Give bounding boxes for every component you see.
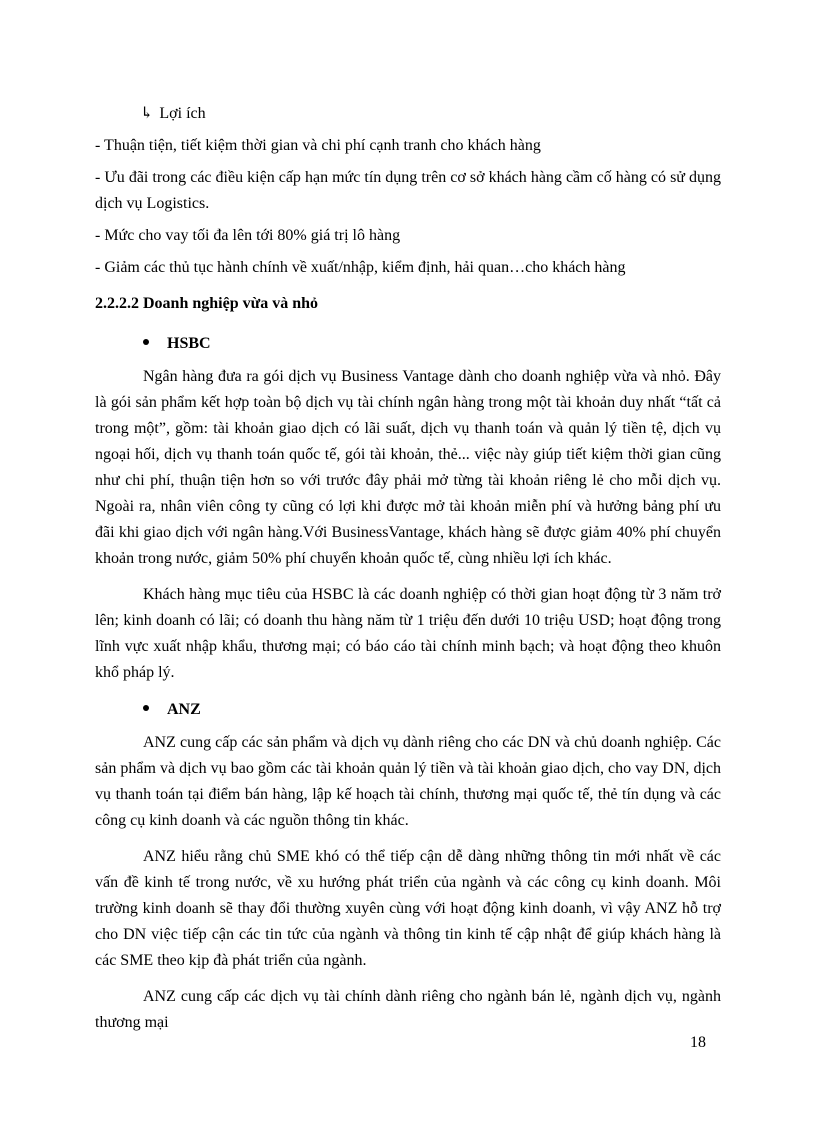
benefit-item: - Mức cho vay tối đa lên tới 80% giá trị lô hàng	[95, 227, 401, 244]
hsbc-paragraph: Ngân hàng đưa ra gói dịch vụ Business Vantage dành cho doanh nghiệp vừa và nhỏ. Đây là gói sản phẩm kết hợp toàn bộ dịch vụ tài chính ngân hàng trong một tài khoản duy nhất “tất cả trong một”, gồm: tài khoản giao dịch có lãi suất, dịch vụ thanh toán và quản lý tiền tệ, dịch vụ ngoại hối, dịch vụ thanh toán quốc tế, gói tài khoản, thẻ... việc này giúp tiết kiệm thời gian cũng như chi phí, thuận tiện hơn so với trước đây phải mở từng tài khoản riêng lẻ cho mỗi dịch vụ. Ngoài ra, nhân viên công ty cũng có lợi khi được mở tài khoản miễn phí và hưởng bảng phí ưu đãi khi giao dịch với ngân hàng.Với BusinessVantage, khách hàng sẽ được giảm 40% phí chuyển khoản trong nước, giảm 50% phí chuyển khoản quốc tế, cùng nhiều lợi ích khác.	[95, 368, 721, 567]
anz-paragraph: ANZ cung cấp các dịch vụ tài chính dành riêng cho ngành bán lẻ, ngành dịch vụ, ngành thương mại	[95, 988, 721, 1031]
anz-title: ANZ	[167, 701, 201, 718]
anz-paragraph: ANZ hiểu rằng chủ SME khó có thể tiếp cận dễ dàng những thông tin mới nhất về các vấn đề kinh tế trong nước, về xu hướng phát triển của ngành và các công cụ kinh doanh. Môi trường kinh doanh sẽ thay đổi thường xuyên cùng với hoạt động kinh doanh, vì vậy ANZ hỗ trợ cho DN việc tiếp cận các tin tức của ngành và thông tin kinh tế cập nhật để giúp khách hàng là các SME theo kịp đà phát triển của ngành.	[95, 848, 721, 969]
benefit-item: - Giảm các thủ tục hành chính về xuất/nhập, kiểm định, hải quan…cho khách hàng	[95, 259, 626, 276]
benefit-item: - Thuận tiện, tiết kiệm thời gian và chi phí cạnh tranh cho khách hàng	[95, 137, 541, 154]
hsbc-title: HSBC	[167, 335, 211, 352]
benefits-title: Lợi ích	[159, 105, 206, 122]
benefits-heading	[95, 98, 721, 130]
benefits-list	[95, 130, 721, 284]
anz-heading	[95, 694, 721, 726]
section-title: 2.2.2.2 Doanh nghiệp vừa và nhỏ	[95, 295, 318, 312]
hsbc-paragraph: Khách hàng mục tiêu của HSBC là các doanh nghiệp có thời gian hoạt động từ 3 năm trở lên; kinh doanh có lãi; có doanh thu hàng năm từ 1 triệu đến dưới 10 triệu USD; hoạt động trong lĩnh vực xuất nhập khẩu, thương mại; có báo cáo tài chính minh bạch; và hoạt động theo khuôn khổ pháp lý.	[95, 586, 721, 681]
document-page	[95, 98, 721, 1046]
bullet-dot-icon	[143, 705, 149, 711]
page-number: 18	[690, 1034, 706, 1051]
anz-paragraph: ANZ cung cấp các sản phẩm và dịch vụ dành riêng cho các DN và chủ doanh nghiệp. Các sản phẩm và dịch vụ bao gồm các tài khoản quản lý tiền và tài khoản giao dịch, cho vay DN, dịch vụ thanh toán tại điểm bán hàng, lập kế hoạch tài chính, thương mại quốc tế, thẻ tín dụng và các công cụ kinh doanh và các nguồn thông tin khác.	[95, 734, 721, 829]
benefit-item: - Ưu đãi trong các điều kiện cấp hạn mức tín dụng trên cơ sở khách hàng cầm cố hàng có sử dụng dịch vụ Logistics.	[95, 169, 721, 212]
bullet-dot-icon	[143, 339, 149, 345]
arrow-icon: ↳	[140, 105, 154, 122]
hsbc-heading	[95, 328, 721, 360]
